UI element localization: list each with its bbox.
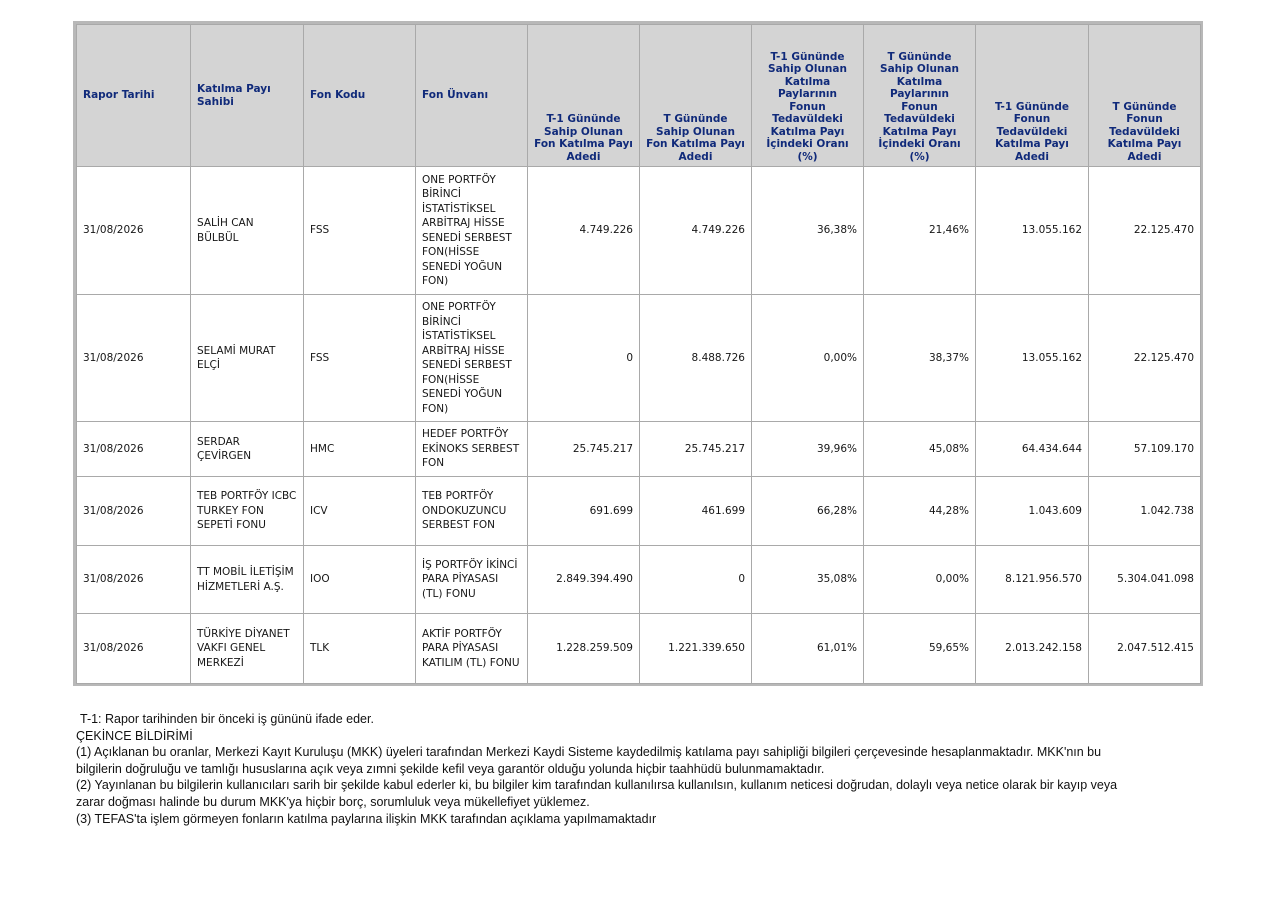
- cell-t-shares: 1.221.339.650: [640, 614, 752, 684]
- cell-report-date: 31/08/2026: [77, 167, 191, 295]
- header-t-ratio: T Gününde Sahip Olunan Katılma Paylarının Fonun Tedavüldeki Katılma Payı İçindeki Oranı (%): [864, 25, 976, 167]
- disclaimer-title: ÇEKİNCE BİLDİRİMİ: [76, 728, 193, 743]
- cell-t-ratio: 45,08%: [864, 422, 976, 477]
- cell-t1-ratio: 66,28%: [752, 477, 864, 546]
- cell-fund-title: TEB PORTFÖY ONDOKUZUNCU SERBEST FON: [416, 477, 528, 546]
- cell-t1-total: 2.013.242.158: [976, 614, 1089, 684]
- cell-t-shares: 461.699: [640, 477, 752, 546]
- cell-fund-code: FSS: [304, 295, 416, 422]
- cell-t-total: 1.042.738: [1089, 477, 1201, 546]
- cell-t1-total: 13.055.162: [976, 167, 1089, 295]
- cell-t1-ratio: 61,01%: [752, 614, 864, 684]
- cell-report-date: 31/08/2026: [77, 477, 191, 546]
- cell-t-ratio: 44,28%: [864, 477, 976, 546]
- cell-t-ratio: 21,46%: [864, 167, 976, 295]
- t1-definition-note: T-1: Rapor tarihinden bir önceki iş gününü ifade eder.: [80, 712, 374, 726]
- cell-fund-code: FSS: [304, 167, 416, 295]
- cell-t1-ratio: 35,08%: [752, 546, 864, 614]
- cell-t1-shares: 4.749.226: [528, 167, 640, 295]
- disclaimer-item: (3) TEFAS'ta işlem görmeyen fonların katılma paylarına ilişkin MKK tarafından açıklama yapılmamaktadır: [76, 811, 657, 826]
- cell-t-total: 5.304.041.098: [1089, 546, 1201, 614]
- cell-fund-title: İŞ PORTFÖY İKİNCİ PARA PİYASASI (TL) FONU: [416, 546, 528, 614]
- cell-t-shares: 25.745.217: [640, 422, 752, 477]
- cell-t1-total: 64.434.644: [976, 422, 1089, 477]
- cell-fund-title: ONE PORTFÖY BİRİNCİ İSTATİSTİKSEL ARBİTRAJ HİSSE SENEDİ SERBEST FON(HİSSE SENEDİ YOĞUN FON): [416, 295, 528, 422]
- cell-report-date: 31/08/2026: [77, 546, 191, 614]
- table-row: [77, 295, 1201, 422]
- cell-t-shares: 8.488.726: [640, 295, 752, 422]
- cell-t1-shares: 691.699: [528, 477, 640, 546]
- cell-report-date: 31/08/2026: [77, 422, 191, 477]
- cell-fund-code: ICV: [304, 477, 416, 546]
- cell-t-total: 22.125.470: [1089, 167, 1201, 295]
- header-t1-ratio: T-1 Gününde Sahip Olunan Katılma Paylarının Fonun Tedavüldeki Katılma Payı İçindeki Oranı (%): [752, 25, 864, 167]
- table-row: [77, 477, 1201, 546]
- header-fund-title: Fon Ünvanı: [416, 25, 528, 167]
- cell-fund-code: IOO: [304, 546, 416, 614]
- fund-ownership-table: [76, 24, 1201, 684]
- header-fund-code: Fon Kodu: [304, 25, 416, 167]
- header-t-total: T Gününde Fonun Tedavüldeki Katılma Payı Adedi: [1089, 25, 1201, 167]
- cell-t1-total: 1.043.609: [976, 477, 1089, 546]
- cell-t-total: 2.047.512.415: [1089, 614, 1201, 684]
- cell-share-owner: SERDAR ÇEVİRGEN: [191, 422, 304, 477]
- cell-t-total: 22.125.470: [1089, 295, 1201, 422]
- disclaimer-item: (1) Açıklanan bu oranlar, Merkezi Kayıt Kuruluşu (MKK) üyeleri tarafından Merkezi Kaydi Sisteme kaydedilmiş katılama payı sahipliği bilgileri çerçevesinde hesaplanmaktadır. MKK'nın bu bilgilerin doğruluğu ve tamlığı hususlarına açık veya zımni şekilde kefil veya garantör olduğu yolunda hiçbir taahhüdü bulunmamaktadır.: [76, 745, 1102, 776]
- cell-fund-code: TLK: [304, 614, 416, 684]
- cell-t1-ratio: 36,38%: [752, 167, 864, 295]
- cell-t1-total: 13.055.162: [976, 295, 1089, 422]
- cell-fund-code: HMC: [304, 422, 416, 477]
- cell-t1-shares: 2.849.394.490: [528, 546, 640, 614]
- cell-report-date: 31/08/2026: [77, 295, 191, 422]
- header-t-shares: T Gününde Sahip Olunan Fon Katılma Payı Adedi: [640, 25, 752, 167]
- cell-t-shares: 0: [640, 546, 752, 614]
- cell-t1-shares: 25.745.217: [528, 422, 640, 477]
- cell-t-ratio: 0,00%: [864, 546, 976, 614]
- cell-fund-title: ONE PORTFÖY BİRİNCİ İSTATİSTİKSEL ARBİTRAJ HİSSE SENEDİ SERBEST FON(HİSSE SENEDİ YOĞUN FON): [416, 167, 528, 295]
- table-header-row: [77, 25, 1201, 167]
- cell-t-ratio: 38,37%: [864, 295, 976, 422]
- fund-ownership-table-container: [73, 21, 1203, 686]
- cell-t-total: 57.109.170: [1089, 422, 1201, 477]
- cell-t-shares: 4.749.226: [640, 167, 752, 295]
- cell-share-owner: TT MOBİL İLETİŞİM HİZMETLERİ A.Ş.: [191, 546, 304, 614]
- cell-share-owner: SALİH CAN BÜLBÜL: [191, 167, 304, 295]
- cell-share-owner: TEB PORTFÖY ICBC TURKEY FON SEPETİ FONU: [191, 477, 304, 546]
- header-t1-shares: T-1 Gününde Sahip Olunan Fon Katılma Payı Adedi: [528, 25, 640, 167]
- cell-t-ratio: 59,65%: [864, 614, 976, 684]
- cell-t1-total: 8.121.956.570: [976, 546, 1089, 614]
- header-share-owner: Katılma Payı Sahibi: [191, 25, 304, 167]
- table-row: [77, 546, 1201, 614]
- cell-share-owner: TÜRKİYE DİYANET VAKFI GENEL MERKEZİ: [191, 614, 304, 684]
- header-t1-total: T-1 Gününde Fonun Tedavüldeki Katılma Payı Adedi: [976, 25, 1089, 167]
- table-row: [77, 614, 1201, 684]
- table-row: [77, 422, 1201, 477]
- cell-t1-ratio: 39,96%: [752, 422, 864, 477]
- cell-fund-title: HEDEF PORTFÖY EKİNOKS SERBEST FON: [416, 422, 528, 477]
- cell-report-date: 31/08/2026: [77, 614, 191, 684]
- header-report-date: Rapor Tarihi: [77, 25, 191, 167]
- disclaimer-item: (2) Yayınlanan bu bilgilerin kullanıcıları sarih bir şekilde kabul ederler ki, bu bilgiler kim tarafından kullanılırsa kullanılsın, kullanım neticesi doğrudan, dolaylı veya netice olarak bir kayıp veya zarar doğması halinde bu durum MKK'ya hiçbir borç, sorumluluk veya mükellefiyet yüklemez.: [76, 778, 1118, 809]
- cell-t1-shares: 0: [528, 295, 640, 422]
- table-row: [77, 167, 1201, 295]
- cell-share-owner: SELAMİ MURAT ELÇİ: [191, 295, 304, 422]
- cell-t1-ratio: 0,00%: [752, 295, 864, 422]
- notes-section: [76, 711, 1136, 827]
- cell-t1-shares: 1.228.259.509: [528, 614, 640, 684]
- cell-fund-title: AKTİF PORTFÖY PARA PİYASASI KATILIM (TL) FONU: [416, 614, 528, 684]
